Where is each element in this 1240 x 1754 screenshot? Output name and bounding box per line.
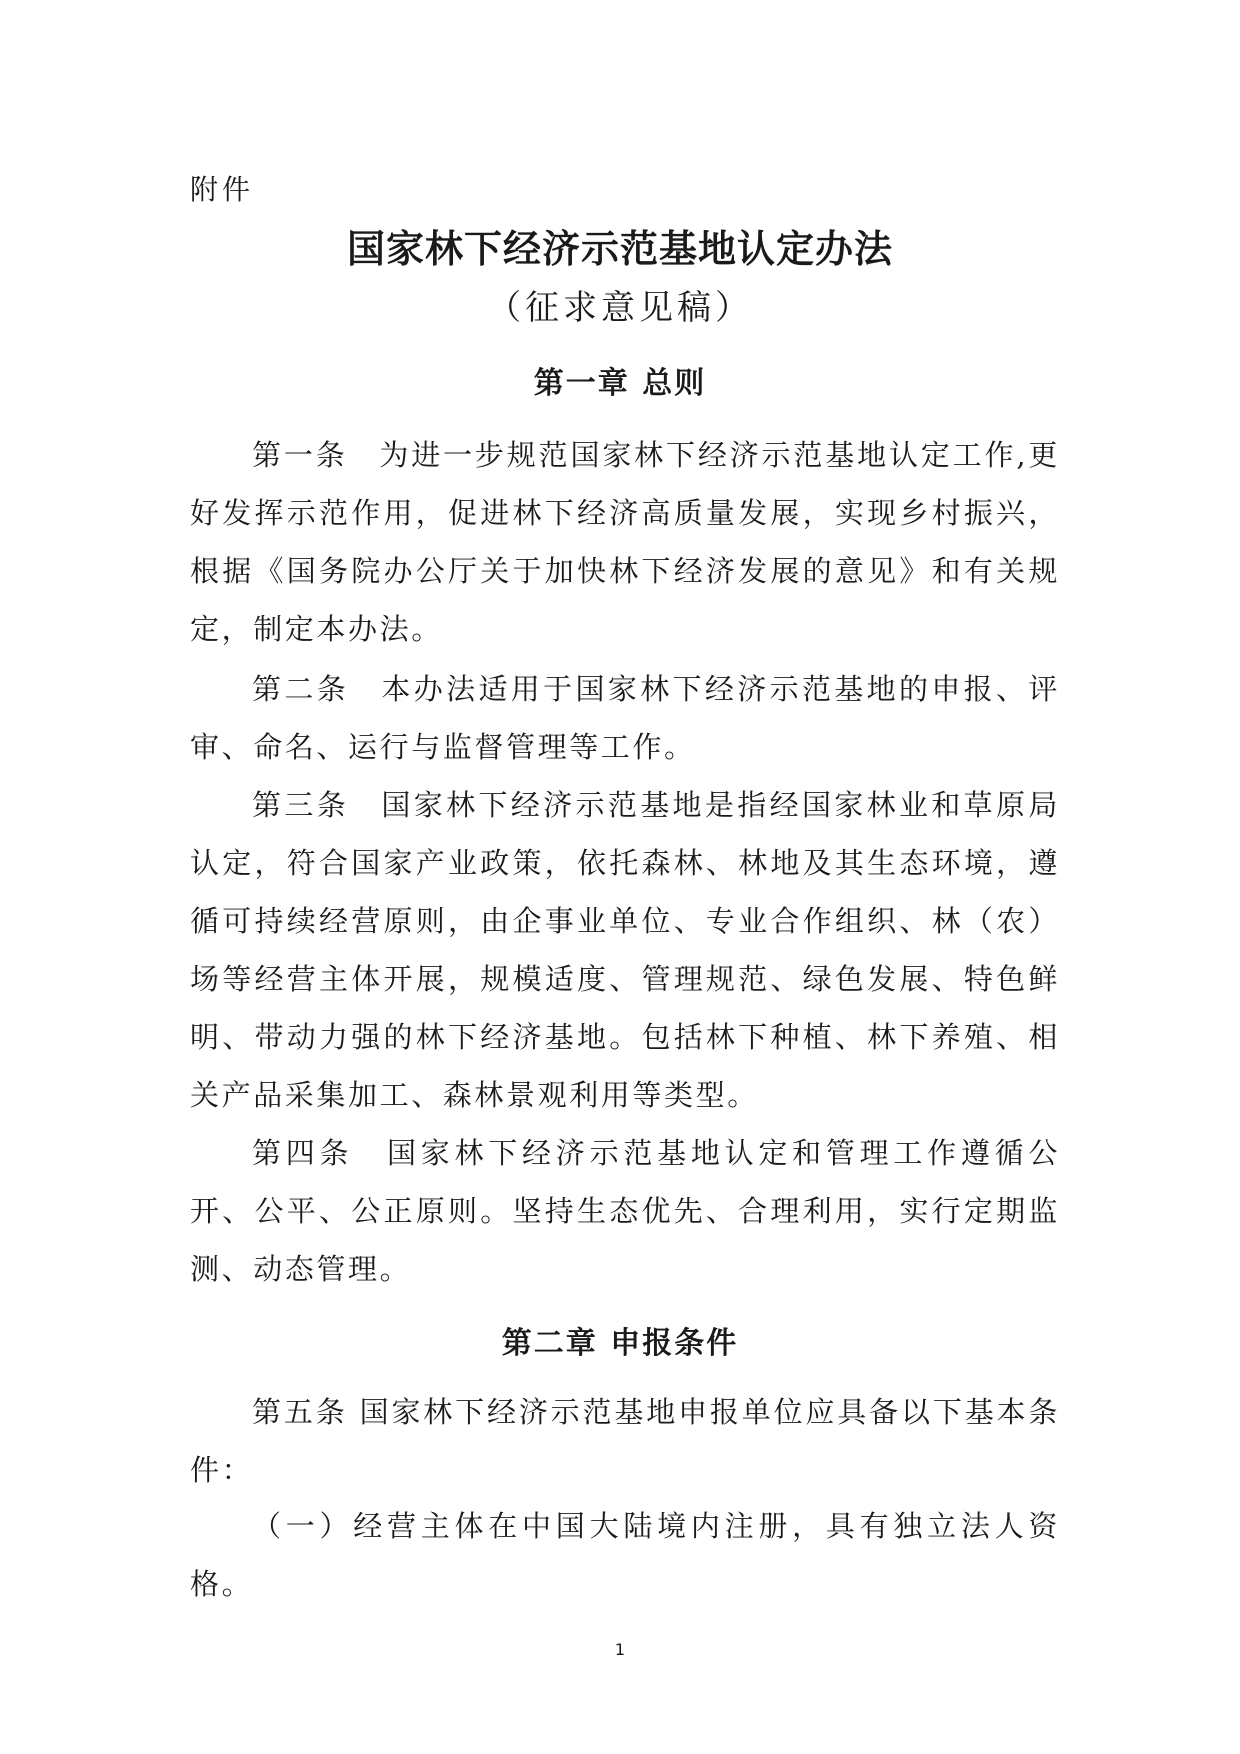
article-2: 第二条 本办法适用于国家林下经济示范基地的申报、评审、命名、运行与监督管理等工作。: [190, 672, 1060, 764]
chapter-title: 第二章 申报条件: [501, 1326, 739, 1361]
article-1: 第一条 为进一步规范国家林下经济示范基地认定工作,更好发挥示范作用，促进林下经济高质量发展，实现乡村振兴，根据《国务院办公厅关于加快林下经济发展的意见》和有关规定，制定本办法。: [190, 438, 1060, 646]
document-title: 国家林下经济示范基地认定办法: [346, 226, 893, 271]
article-3: 第三条 国家林下经济示范基地是指经国家林业和草原局认定，符合国家产业政策，依托森林、林地及其生态环境，遵循可持续经营原则，由企事业单位、专业合作组织、林（农）场等经营主体开展，规模适度、管理规范、绿色发展、特色鲜明、带动力强的林下经济基地。包括林下种植、林下养殖、相关产品采集加工、森林景观利用等类型。: [190, 788, 1060, 1112]
attachment-label: 附件: [190, 173, 255, 206]
article-5: 第五条 国家林下经济示范基地申报单位应具备以下基本条件：: [190, 1395, 1060, 1487]
article-4: 第四条 国家林下经济示范基地认定和管理工作遵循公开、公平、公正原则。坚持生态优先、合理利用，实行定期监测、动态管理。: [190, 1136, 1060, 1286]
chapter-title: 第一章 总则: [533, 366, 707, 401]
page-number: 1: [614, 1640, 626, 1659]
document-subtitle: （征求意见稿）: [487, 288, 753, 328]
article-5-item-1: （一）经营主体在中国大陆境内注册，具有独立法人资格。: [190, 1509, 1060, 1601]
